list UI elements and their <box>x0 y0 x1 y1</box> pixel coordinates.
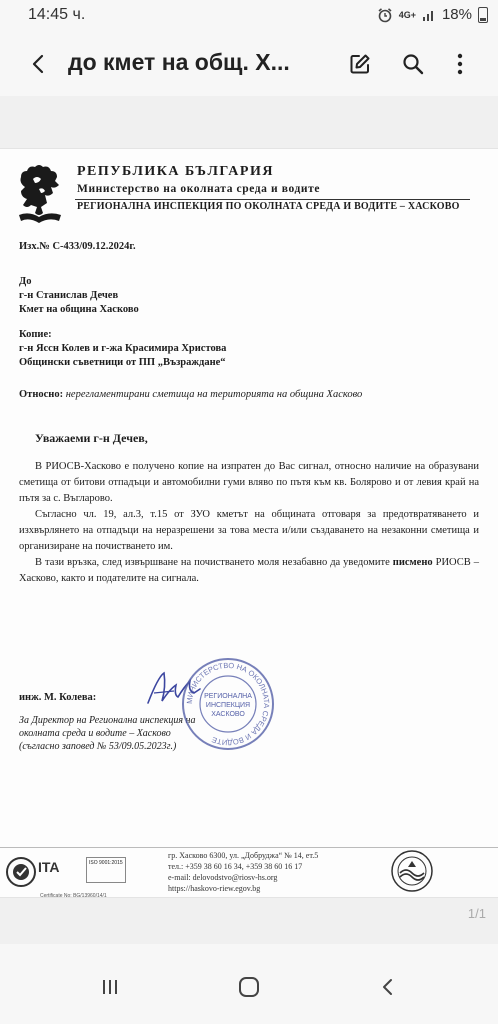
home-icon <box>237 975 261 999</box>
letterhead-divider <box>75 199 470 200</box>
status-bar <box>0 0 498 32</box>
subject-text: нерегламентирани сметища на територията на община Хасково <box>63 389 363 400</box>
document-viewer[interactable] <box>0 96 498 944</box>
stamp-center-2: ИНСПЕКЦИЯ <box>205 702 251 709</box>
alarm-icon <box>377 7 393 23</box>
navigation-bar <box>0 944 498 1024</box>
back-arrow-icon <box>27 53 49 75</box>
page-indicator: 1/1 <box>467 906 486 921</box>
copies-label: Копие: <box>19 329 52 340</box>
paragraph-3-emphasis: писмено <box>392 557 433 568</box>
footer-email: e-mail: delovodstvo@riosv-hs.org <box>168 873 278 882</box>
greeting: Уважаеми г-н Дечев, <box>35 431 148 445</box>
ita-mark: ITA <box>38 859 60 875</box>
official-stamp <box>180 656 276 752</box>
document-page[interactable] <box>0 148 498 898</box>
back-button[interactable] <box>18 44 58 84</box>
paragraph-3-end: РИОСВ – Хасково, както и подателите на сигнала. <box>19 557 480 584</box>
stamp-center-1: РЕГИОНАЛНА <box>204 693 252 700</box>
coat-of-arms-icon <box>15 163 65 225</box>
certification-logo-icon <box>4 855 38 889</box>
iso-badge <box>86 857 126 883</box>
paragraph-3-start: В тази връзка, след извършване на почистването моля незабавно да уведомите <box>35 557 393 568</box>
signatory-role-2: околната среда и водите – Хасково <box>19 728 171 739</box>
search-icon <box>401 52 425 76</box>
app-bar <box>0 32 498 96</box>
paragraph-3 <box>19 555 479 587</box>
status-icons <box>377 6 488 23</box>
battery-percent: 18% <box>441 6 472 23</box>
subject-line <box>19 389 362 400</box>
recipient-name: г-н Станислав Дечев <box>19 290 119 301</box>
stamp-ring-text: МИНИСТЕРСТВО НА ОКОЛНАТА СРЕДА И ВОДИТЕ <box>184 660 272 748</box>
iso-label: ISO 9001:2015 <box>89 860 123 866</box>
footer-phone: тел.: +359 38 60 16 34, +359 38 60 16 17 <box>168 862 303 871</box>
signatory-name: инж. М. Колева: <box>19 692 97 703</box>
stamp-center-3: ХАСКОВО <box>211 711 245 718</box>
more-options-button[interactable] <box>440 44 480 84</box>
to-label: До <box>19 276 32 287</box>
battery-icon <box>478 7 488 23</box>
network-type: 4G+ <box>398 9 416 20</box>
letterhead-inspection: РЕГИОНАЛНА ИНСПЕКЦИЯ ПО ОКОЛНАТА СРЕДА И ВОДИТЕ – ХАСКОВО <box>77 201 460 212</box>
copies-names: г-н Яссн Колев и г-жа Красимира Христова <box>19 343 227 354</box>
footer-website: https://haskovo-riew.egov.bg <box>168 884 261 893</box>
certificate-number: Certificate No: BG/13960/14/1 <box>40 893 107 898</box>
edit-button[interactable] <box>340 44 380 84</box>
signatory-order: (съгласно заповед № 53/09.05.2023г.) <box>19 741 177 752</box>
home-button[interactable] <box>229 972 269 1002</box>
footer-divider <box>0 847 498 848</box>
reference-number: Изх.№ С-433/09.12.2024г. <box>19 241 136 252</box>
more-vert-icon <box>456 52 464 76</box>
search-button[interactable] <box>393 44 433 84</box>
recent-apps-button[interactable] <box>90 972 130 1002</box>
recipient-title: Кмет на община Хасково <box>19 304 139 315</box>
letterhead-ministry: Министерство на околната среда и водите <box>77 183 321 195</box>
system-back-button[interactable] <box>368 972 408 1002</box>
signal-icon <box>422 8 436 22</box>
edit-icon <box>348 52 372 76</box>
paragraph-1: В РИОСВ-Хасково е получено копие на изпратен до Вас сигнал, относно наличие на образувани сметища от битови отпадъци и автомобилни гуми вляво по пътя към кв. Болярово и от левия край на пътя за с. Въгларово. <box>19 461 479 504</box>
letterhead-country: РЕПУБЛИКА БЪЛГАРИЯ <box>77 164 274 179</box>
agency-logo-icon <box>390 849 434 893</box>
signatory-role-1: За Директор на Регионална инспекция на <box>19 715 196 726</box>
subject-label: Относно: <box>19 389 64 400</box>
paragraph-2: Съгласно чл. 19, ал.3, т.15 от ЗУО кметът на общината отговаря за предотвратяването и изхвърлянето на отпадъци на неразрешени за това места и/или създаването на незаконни сметища и организиране на почистването им. <box>19 509 479 552</box>
back-icon <box>378 977 398 997</box>
copies-group: Общински съветници от ПП „Възраждане“ <box>19 357 226 368</box>
status-time: 14:45 ч. <box>28 6 86 23</box>
document-title: до кмет на общ. Х... <box>68 49 290 75</box>
recent-apps-icon <box>100 977 120 997</box>
footer-address: гр. Хасково 6300, ул. „Добруджа“ № 14, ет.5 <box>168 851 319 860</box>
